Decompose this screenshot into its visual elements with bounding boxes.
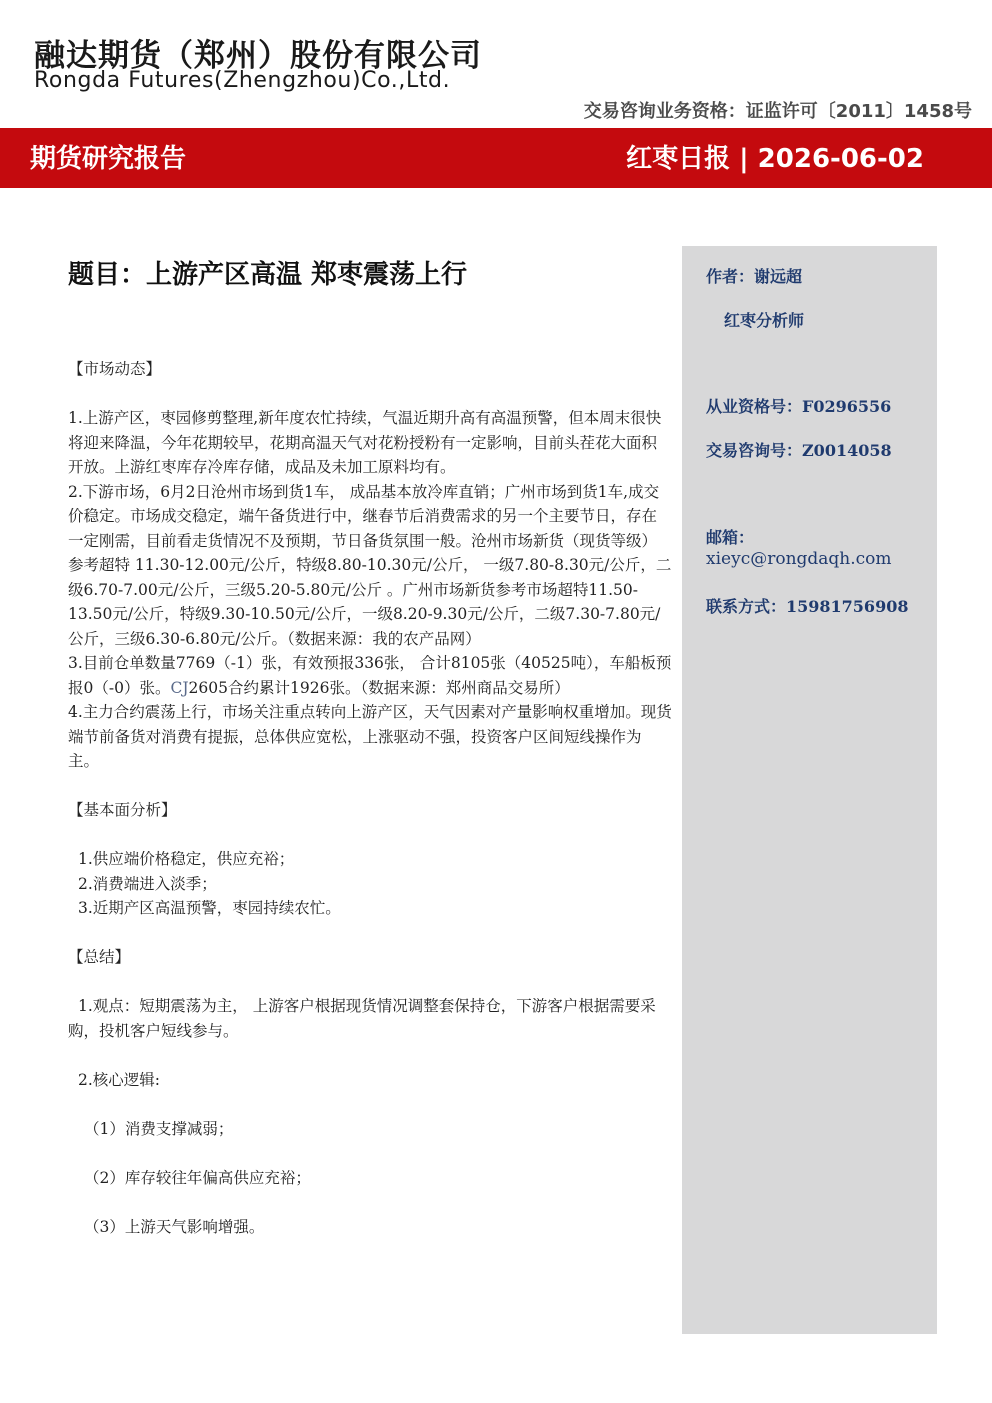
phone-contact: 联系方式：15981756908: [706, 597, 909, 616]
email-label: 邮箱：: [706, 528, 755, 547]
summary-view: 1.观点：短期震荡为主， 上游客户根据现货情况调整套保持仓，下游客户根据需要采购，投机客户短线参与。: [68, 997, 656, 1040]
market-paragraph-1: 1.上游产区，枣园修剪整理,新年度农忙持续，气温近期升高有高温预警，但本周末很快将迎来降温，今年花期较早，花期高温天气对花粉授粉有一定影响，目前头茬花大面积开放。上游红枣库存冷库存储，成品及未加工原料均有。: [68, 409, 662, 476]
fundamental-item-2: 2.消费端进入淡季；: [78, 874, 217, 893]
report-title: 题目：上游产区高温 郑枣震荡上行: [68, 260, 468, 290]
license-text: 交易咨询业务资格：证监许可〔2011〕1458号: [583, 101, 972, 122]
author-role: 红枣分析师: [724, 311, 805, 330]
section-heading-summary: 【总结】: [68, 948, 131, 966]
banner-report-date: 红枣日报 | 2026-06-02: [626, 144, 924, 174]
author-name: 作者：谢远超: [706, 267, 803, 286]
fundamental-item-3: 3.近期产区高温预警，枣园持续农忙。: [78, 899, 341, 917]
report-body: [68, 357, 672, 1239]
market-paragraph-4: 4.主力合约震荡上行，市场关注重点转向上游产区，天气因素对产量影响权重增加。现货端节前备货对消费有提振，总体供应宽松，上涨驱动不强，投资客户区间短线操作为主。: [68, 703, 672, 770]
market-paragraph-2: 2.下游市场，6月2日沧州市场到货1车， 成品基本放冷库直销；广州市场到货1车,成交价稳定。市场成交稳定，端午备货进行中，继春节后消费需求的另一个主要节日，存在一定刚需，目前看走货情况不及预期，节日备货氛围一般。沧州市场新货（现货等级）参考超特 11.30-12.00元/公斤，特级8.80-10.30元/公斤， 一级7.80-8.30元/公斤，二级6.70-7.00元/公斤，三级5.20-5.80元/公斤 。广州市场新货参考市场超特11.50-13.50元/公斤，特级9.30-10.50元/公斤，一级8.20-9.30元/公斤，二级7.30-7.80元/公斤，三级6.30-6.80元/公斤。（数据来源：我的农产品网）: [68, 482, 672, 648]
consult-number: 交易咨询号：Z0014058: [706, 441, 892, 460]
qualification-number: 从业资格号：F0296556: [706, 397, 892, 416]
fundamental-item-1: 1.供应端价格稳定，供应充裕；: [78, 850, 295, 868]
contract-code: CJ: [170, 678, 189, 697]
market-paragraph-3-a: 3.目前仓单数量7769（-1）张，有效预报336张， 合计8105张（40525吨），车船板预报0（-0）张。: [68, 654, 672, 697]
logic-item-1: （1）消费支撑减弱；: [84, 1119, 234, 1138]
company-name-en: Rongda Futures(Zhengzhou)Co.,Ltd.: [34, 68, 451, 93]
section-heading-fundamentals: 【基本面分析】: [68, 801, 177, 819]
section-heading-market: 【市场动态】: [68, 360, 162, 378]
logic-item-3: （3）上游天气影响增强。: [84, 1217, 265, 1236]
market-paragraph-3-b: 2605合约累计1926张。（数据来源：郑州商品交易所）: [188, 678, 570, 697]
email-address[interactable]: xieyc@rongdaqh.com: [706, 549, 892, 569]
logic-item-2: （2）库存较往年偏高供应充裕；: [84, 1168, 311, 1187]
market-paragraph-3: [68, 651, 672, 700]
banner-report-type: 期货研究报告: [30, 144, 187, 174]
summary-logic-heading: 2.核心逻辑:: [78, 1070, 161, 1089]
company-name-cn: 融达期货（郑州）股份有限公司: [34, 38, 482, 74]
